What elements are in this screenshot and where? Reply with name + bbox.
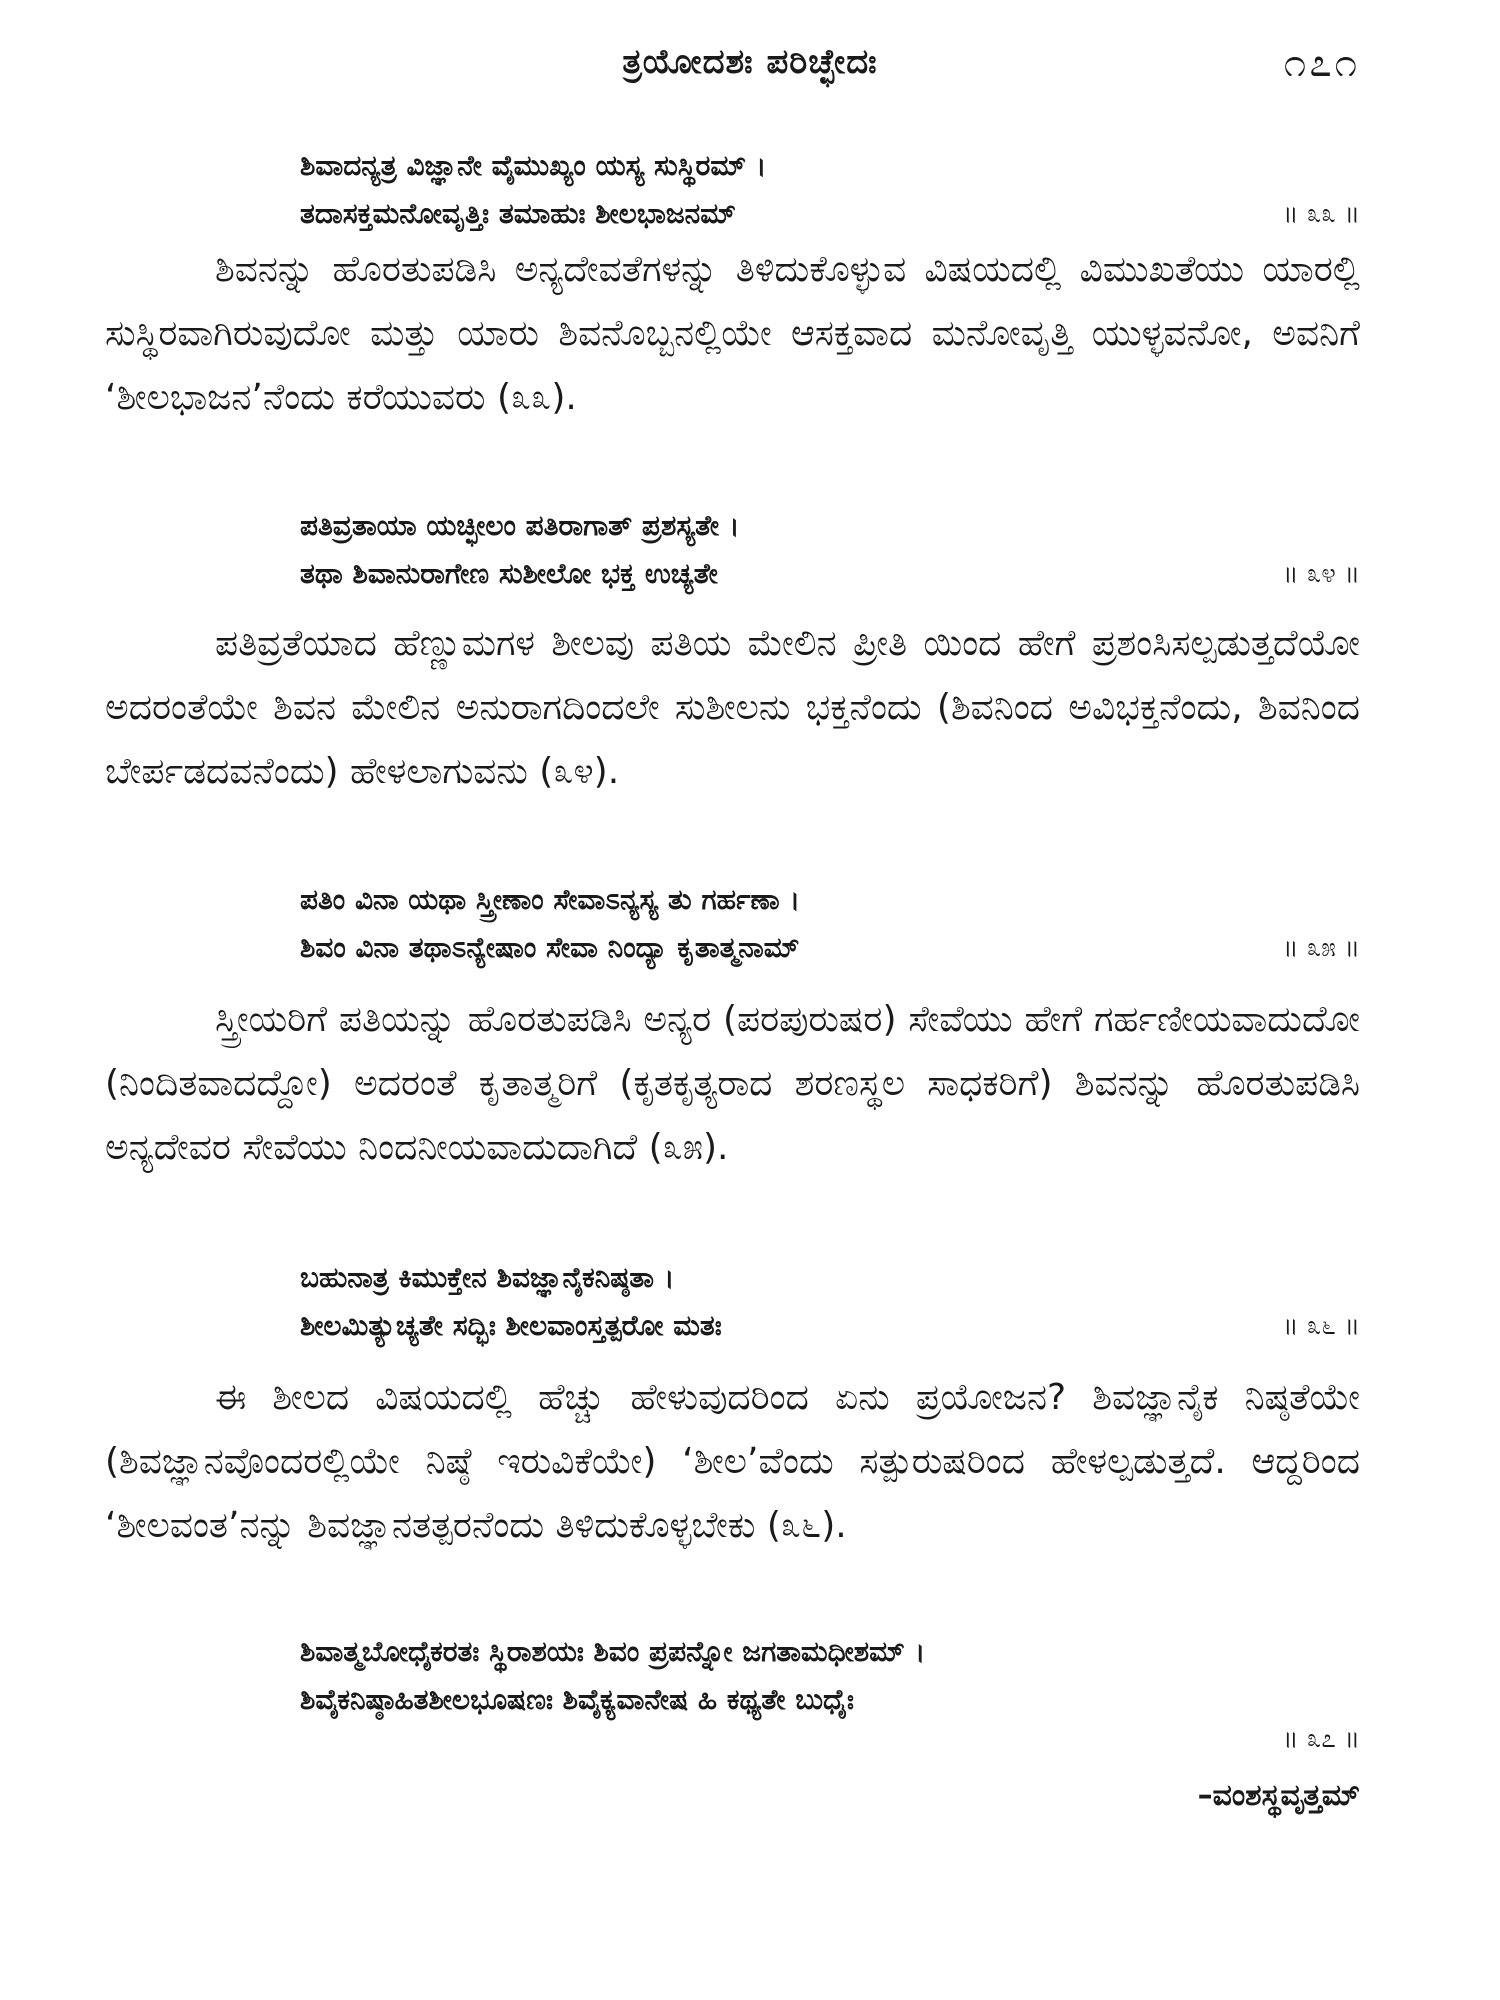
verse-35: [300, 876, 1360, 972]
commentary-paragraph: [105, 612, 1360, 804]
verse-line: ಪತಿವ್ರತಾಯಾ ಯಚ್ಛೀಲಂ ಪತಿರಾಗಾತ್ ಪ್ರಶಸ್ಯತೇ ।: [300, 509, 740, 542]
verse-line: ಶಿವಾತ್ಮಬೋಧೈಕರತಃ ಸ್ಥಿರಾಶಯಃ ಶಿವಂ ಪ್ರಪನ್ನೋ ಜಗತಾಮಧೀಶಮ್ ।: [300, 1635, 926, 1668]
verse-line: [300, 550, 1360, 598]
verse-line: [300, 1302, 1360, 1350]
commentary-text: ಸ್ತ್ರೀಯರಿಗೆ ಪತಿಯನ್ನು ಹೊರತುಪಡಿಸಿ ಅನ್ಯರ (ಪರಪುರುಷರ) ಸೇವೆಯು ಹೇಗೆ ಗರ್ಹಣೀಯವಾದುದೋ (ನಿಂದಿತವಾದದ್ದೋ) ಅದರಂತೆ ಕೃತಾತ್ಮರಿಗೆ (ಕೃತಕೃತ್ಯರಾದ ಶರಣಸ್ಥಲ ಸಾಧಕರಿಗೆ) ಶಿವನನ್ನು ಹೊರತುಪಡಿಸಿ ಅನ್ಯದೇವರ ಸೇವೆಯು ನಿಂದನೀಯವಾದುದಾಗಿದೆ (೩೫).: [105, 999, 1360, 1168]
verse-line-text: ಶೀಲಮಿತ್ಯುಚ್ಯತೇ ಸದ್ಭಿಃ ಶೀಲವಾಂಸ್ತತ್ಪರೋ ಮತಃ: [300, 1309, 722, 1342]
chapter-title: ತ್ರಯೋದಶಃ ಪರಿಚ್ಛೇದಃ: [622, 42, 878, 82]
commentary-paragraph: [105, 988, 1360, 1180]
verse-line-text: ತಥಾ ಶಿವಾನುರಾಗೇಣ ಸುಶೀಲೋ ಭಕ್ತ ಉಚ್ಯತೇ: [300, 557, 718, 590]
verse-number: ॥ ೩೫ ॥: [1282, 933, 1360, 963]
verse-line: ಶಿವಾದನ್ಯತ್ರ ವಿಜ್ಞಾನೇ ವೈಮುಖ್ಯಂ ಯಸ್ಯ ಸುಸ್ಥಿರಮ್ ।: [300, 149, 767, 182]
meter-name: –ವಂಶಸ್ಥವೃತ್ತಮ್: [1197, 1778, 1360, 1813]
page-header: [0, 42, 1500, 102]
commentary-paragraph: [105, 238, 1360, 430]
verse-number: ॥ ೩೪ ॥: [1282, 559, 1360, 589]
verse-line: [300, 190, 1360, 238]
verse-line: ಬಹುನಾತ್ರ ಕಿಮುಕ್ತೇನ ಶಿವಜ್ಞಾನೈಕನಿಷ್ಠತಾ ।: [300, 1261, 675, 1294]
verse-line: [300, 924, 1360, 972]
verse-number: ॥ ೩೬ ॥: [1282, 1311, 1360, 1341]
verse-line: ಶಿವೈಕನಿಷ್ಠಾಹಿತಶೀಲಭೂಷಣಃ ಶಿವೈಕ್ಯವಾನೇಷ ಹಿ ಕಥ್ಯತೇ ಬುಧೈಃ: [300, 1683, 854, 1716]
verse-33: [300, 142, 1360, 238]
verse-37: [300, 1628, 1360, 1820]
verse-number: ॥ ೩೩ ॥: [1282, 199, 1360, 229]
verse-36: [300, 1254, 1360, 1350]
page-number: ೧೭೧: [1283, 40, 1360, 86]
commentary-paragraph: [105, 1366, 1360, 1558]
verse-line-text: ಶಿವಂ ವಿನಾ ತಥಾಽನ್ಯೇಷಾಂ ಸೇವಾ ನಿಂದ್ಯಾ ಕೃತಾತ್ಮನಾಮ್: [300, 931, 800, 964]
commentary-text: ಈ ಶೀಲದ ವಿಷಯದಲ್ಲಿ ಹೆಚ್ಚು ಹೇಳುವುದರಿಂದ ಏನು ಪ್ರಯೋಜನ? ಶಿವಜ್ಞಾನೈಕ ನಿಷ್ಠತೆಯೇ (ಶಿವಜ್ಞಾನವೊಂದರಲ್ಲಿಯೇ ನಿಷ್ಠೆ ಇರುವಿಕೆಯೇ) ‘ಶೀಲ’ವೆಂದು ಸತ್ಪುರುಷರಿಂದ ಹೇಳಲ್ಪಡುತ್ತದೆ. ಆದ್ದರಿಂದ ‘ಶೀಲವಂತ’ನನ್ನು ಶಿವಜ್ಞಾನತತ್ಪರನೆಂದು ತಿಳಿದುಕೊಳ್ಳಬೇಕು (೩೬).: [105, 1377, 1360, 1546]
verse-34: [300, 502, 1360, 598]
verse-line-text: ತದಾಸಕ್ತಮನೋವೃತ್ತಿಃ ತಮಾಹುಃ ಶೀಲಭಾಜನಮ್: [300, 197, 736, 230]
commentary-text: ಶಿವನನ್ನು ಹೊರತುಪಡಿಸಿ ಅನ್ಯದೇವತೆಗಳನ್ನು ತಿಳಿದುಕೊಳ್ಳುವ ವಿಷಯದಲ್ಲಿ ವಿಮುಖತೆಯು ಯಾರಲ್ಲಿ ಸುಸ್ಥಿರವಾಗಿರುವುದೋ ಮತ್ತು ಯಾರು ಶಿವನೊಬ್ಬನಲ್ಲಿಯೇ ಆಸಕ್ತವಾದ ಮನೋವೃತ್ತಿ ಯುಳ್ಳವನೋ, ಅವನಿಗೆ ‘ಶೀಲಭಾಜನ’ನೆಂದು ಕರೆಯುವರು (೩೩).: [105, 249, 1360, 418]
verse-line: ಪತಿಂ ವಿನಾ ಯಥಾ ಸ್ತ್ರೀಣಾಂ ಸೇವಾಽನ್ಯಸ್ಯ ತು ಗರ್ಹಣಾ ।: [300, 883, 801, 916]
commentary-text: ಪತಿವ್ರತೆಯಾದ ಹೆಣ್ಣುಮಗಳ ಶೀಲವು ಪತಿಯ ಮೇಲಿನ ಪ್ರೀತಿ ಯಿಂದ ಹೇಗೆ ಪ್ರಶಂಸಿಸಲ್ಪಡುತ್ತದೆಯೋ ಅದರಂತೆಯೇ ಶಿವನ ಮೇಲಿನ ಅನುರಾಗದಿಂದಲೇ ಸುಶೀಲನು ಭಕ್ತನೆಂದು (ಶಿವನಿಂದ ಅವಿಭಕ್ತನೆಂದು, ಶಿವನಿಂದ ಬೇರ್ಪಡದವನೆಂದು) ಹೇಳಲಾಗುವನು (೩೪).: [105, 623, 1360, 792]
verse-number-line: [300, 1724, 1360, 1772]
verse-number: ॥ ೩೭ ॥: [1282, 1724, 1360, 1754]
